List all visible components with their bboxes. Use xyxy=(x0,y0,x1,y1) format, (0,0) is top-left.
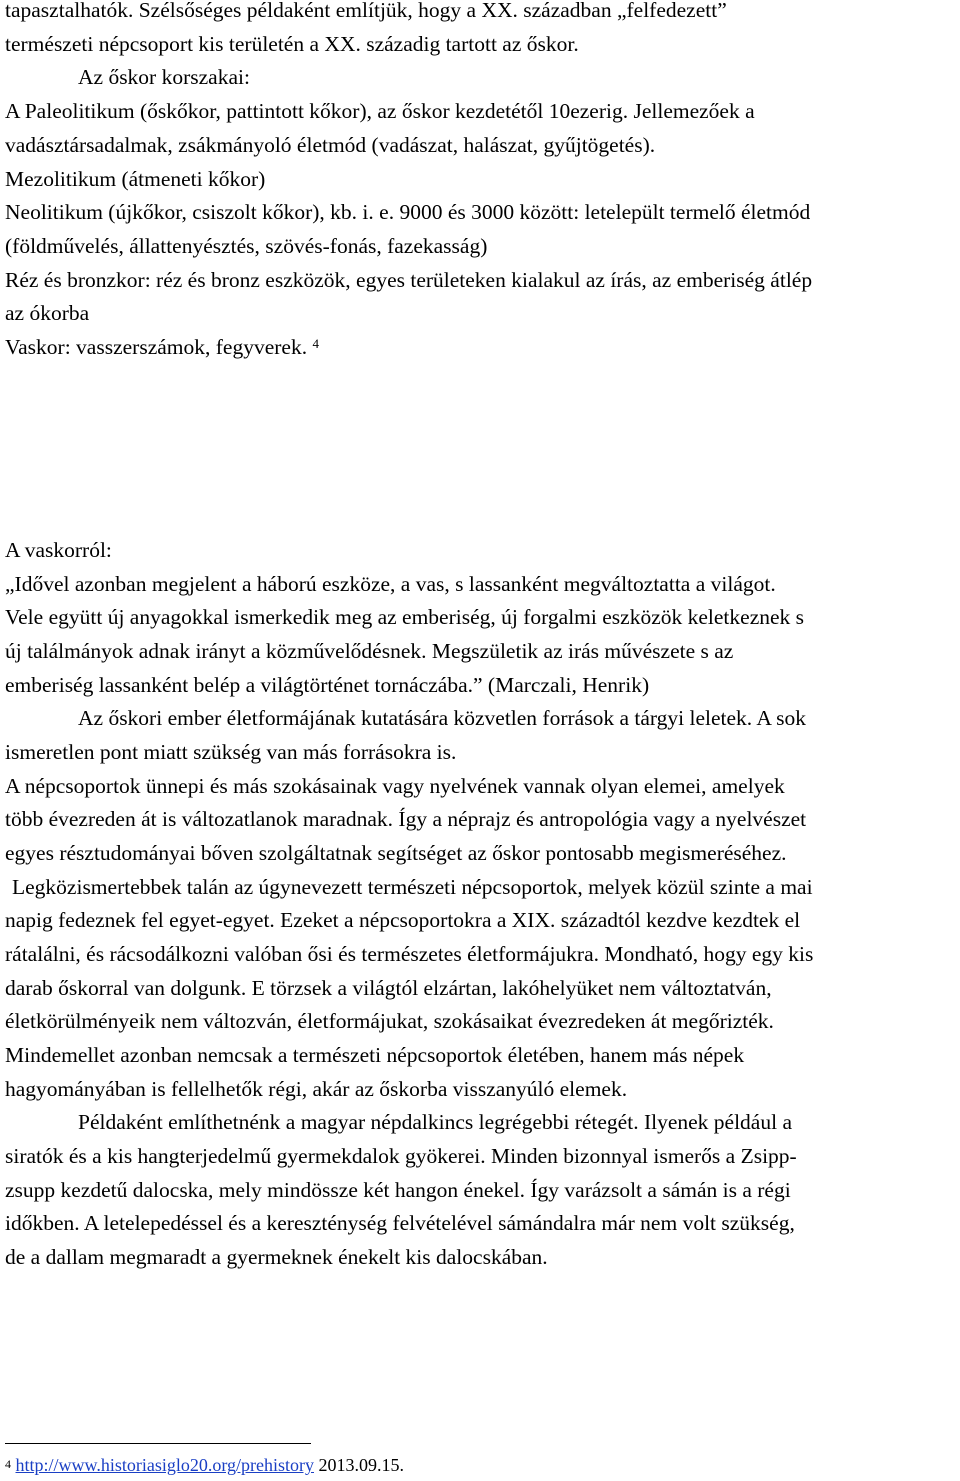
text-line: tapasztalhatók. Szélsőséges példaként említjük, hogy a XX. században „felfedezett” xyxy=(5,0,727,22)
text-line: több évezreden át is változatlanok maradnak. Így a néprajz és antropológia vagy a nyelvészet xyxy=(5,807,807,831)
text-line: időkben. A letelepedéssel és a kereszténység felvételével sámándalra már nem volt szükség, xyxy=(5,1211,795,1235)
quote-line: „Idővel azonban megjelent a háború eszköze, a vas, s lassanként megváltoztatta a világot. xyxy=(5,572,776,596)
text-line: életkörülményeik nem változván, életformájukat, szokásaikat évezredeken át megőrizték. xyxy=(5,1009,774,1033)
quote-line: emberiség lassanként belép a világtörténet tornáczába.” (Marczali, Henrik) xyxy=(5,673,650,697)
section-heading: A vaskorról: xyxy=(5,538,112,562)
text-line: (földművelés, állattenyésztés, szövés-fonás, fazekasság) xyxy=(5,234,488,258)
text-line: Neolitikum (újkőkor, csiszolt kőkor), kb. i. e. 9000 és 3000 között: letelepült termelő életmód xyxy=(5,200,811,224)
text-line: egyes résztudományai bőven szolgáltatnak segítséget az őskor pontosabb megismeréséhez. xyxy=(5,841,787,865)
footnote xyxy=(5,1454,404,1476)
text-line: Példaként említhetnénk a magyar népdalkincs legrégebbi rétegét. Ilyenek például a xyxy=(78,1110,792,1134)
text-line: Mindemellet azonban nemcsak a természeti népcsoportok életében, hanem más népek xyxy=(5,1043,745,1067)
text-line: hagyományában is fellelhetők régi, akár az őskorba visszanyúló elemek. xyxy=(5,1077,628,1101)
text-span: Vaskor: vasszerszámok, fegyverek. xyxy=(5,335,308,359)
text-line: siratók és a kis hangterjedelmű gyermekdalok gyökerei. Minden bizonnyal ismerős a Zsipp- xyxy=(5,1144,797,1168)
footnote-divider xyxy=(5,1443,311,1444)
footnote-link[interactable]: http://www.historiasiglo20.org/prehistory xyxy=(15,1455,314,1475)
text-line: az ókorba xyxy=(5,301,90,325)
footnote-number: 4 xyxy=(5,1457,11,1471)
section-heading: Az őskor korszakai: xyxy=(78,65,250,89)
text-line: vadásztársadalmak, zsákmányoló életmód (vadászat, halászat, gyűjtögetés). xyxy=(5,133,656,157)
text-line: A Paleolitikum (őskőkor, pattintott kőkor), az őskor kezdetétől 10ezerig. Jellemezőek a xyxy=(5,99,755,123)
quote-line: Vele együtt új anyagokkal ismerkedik meg az emberiség, új forgalmi eszközök keletkeznek s xyxy=(5,605,805,629)
footnote-reference: 4 xyxy=(312,336,319,351)
footnote-date: 2013.09.15. xyxy=(318,1455,404,1475)
text-line: természeti népcsoport kis területén a XX. századig tartott az őskor. xyxy=(5,32,579,56)
text-line: Az őskori ember életformájának kutatására közvetlen források a tárgyi leletek. A sok xyxy=(78,706,806,730)
text-line: Mezolitikum (átmeneti kőkor) xyxy=(5,167,266,191)
text-line: de a dallam megmaradt a gyermeknek énekelt kis dalocskában. xyxy=(5,1245,548,1269)
text-line: darab őskorral van dolgunk. E törzsek a világtól elzártan, lakóhelyüket nem változtatván, xyxy=(5,976,772,1000)
text-line: rátalálni, és rácsodálkozni valóban ősi és természetes életformájukra. Mondható, hogy egy kis xyxy=(5,942,814,966)
text-line: ismeretlen pont miatt szükség van más forrásokra is. xyxy=(5,740,457,764)
quote-line: új találmányok adnak irányt a közművelődésnek. Megszületik az irás művészete s az xyxy=(5,639,734,663)
text-line xyxy=(5,334,319,360)
text-line: napig fedeznek fel egyet-egyet. Ezeket a népcsoportokra a XIX. századtól kezdve kezdtek el xyxy=(5,908,801,932)
text-line: A népcsoportok ünnepi és más szokásainak vagy nyelvének vannak olyan elemei, amelyek xyxy=(5,774,785,798)
text-line: zsupp kezdetű dalocska, mely mindössze két hangon énekel. Így varázsolt a sámán is a régi xyxy=(5,1178,791,1202)
text-line: Réz és bronzkor: réz és bronz eszközök, egyes területeken kialakul az írás, az emberiség átlép xyxy=(5,268,813,292)
text-line: Legközismertebbek talán az úgynevezett természeti népcsoportok, melyek közül szinte a mai xyxy=(12,875,813,899)
